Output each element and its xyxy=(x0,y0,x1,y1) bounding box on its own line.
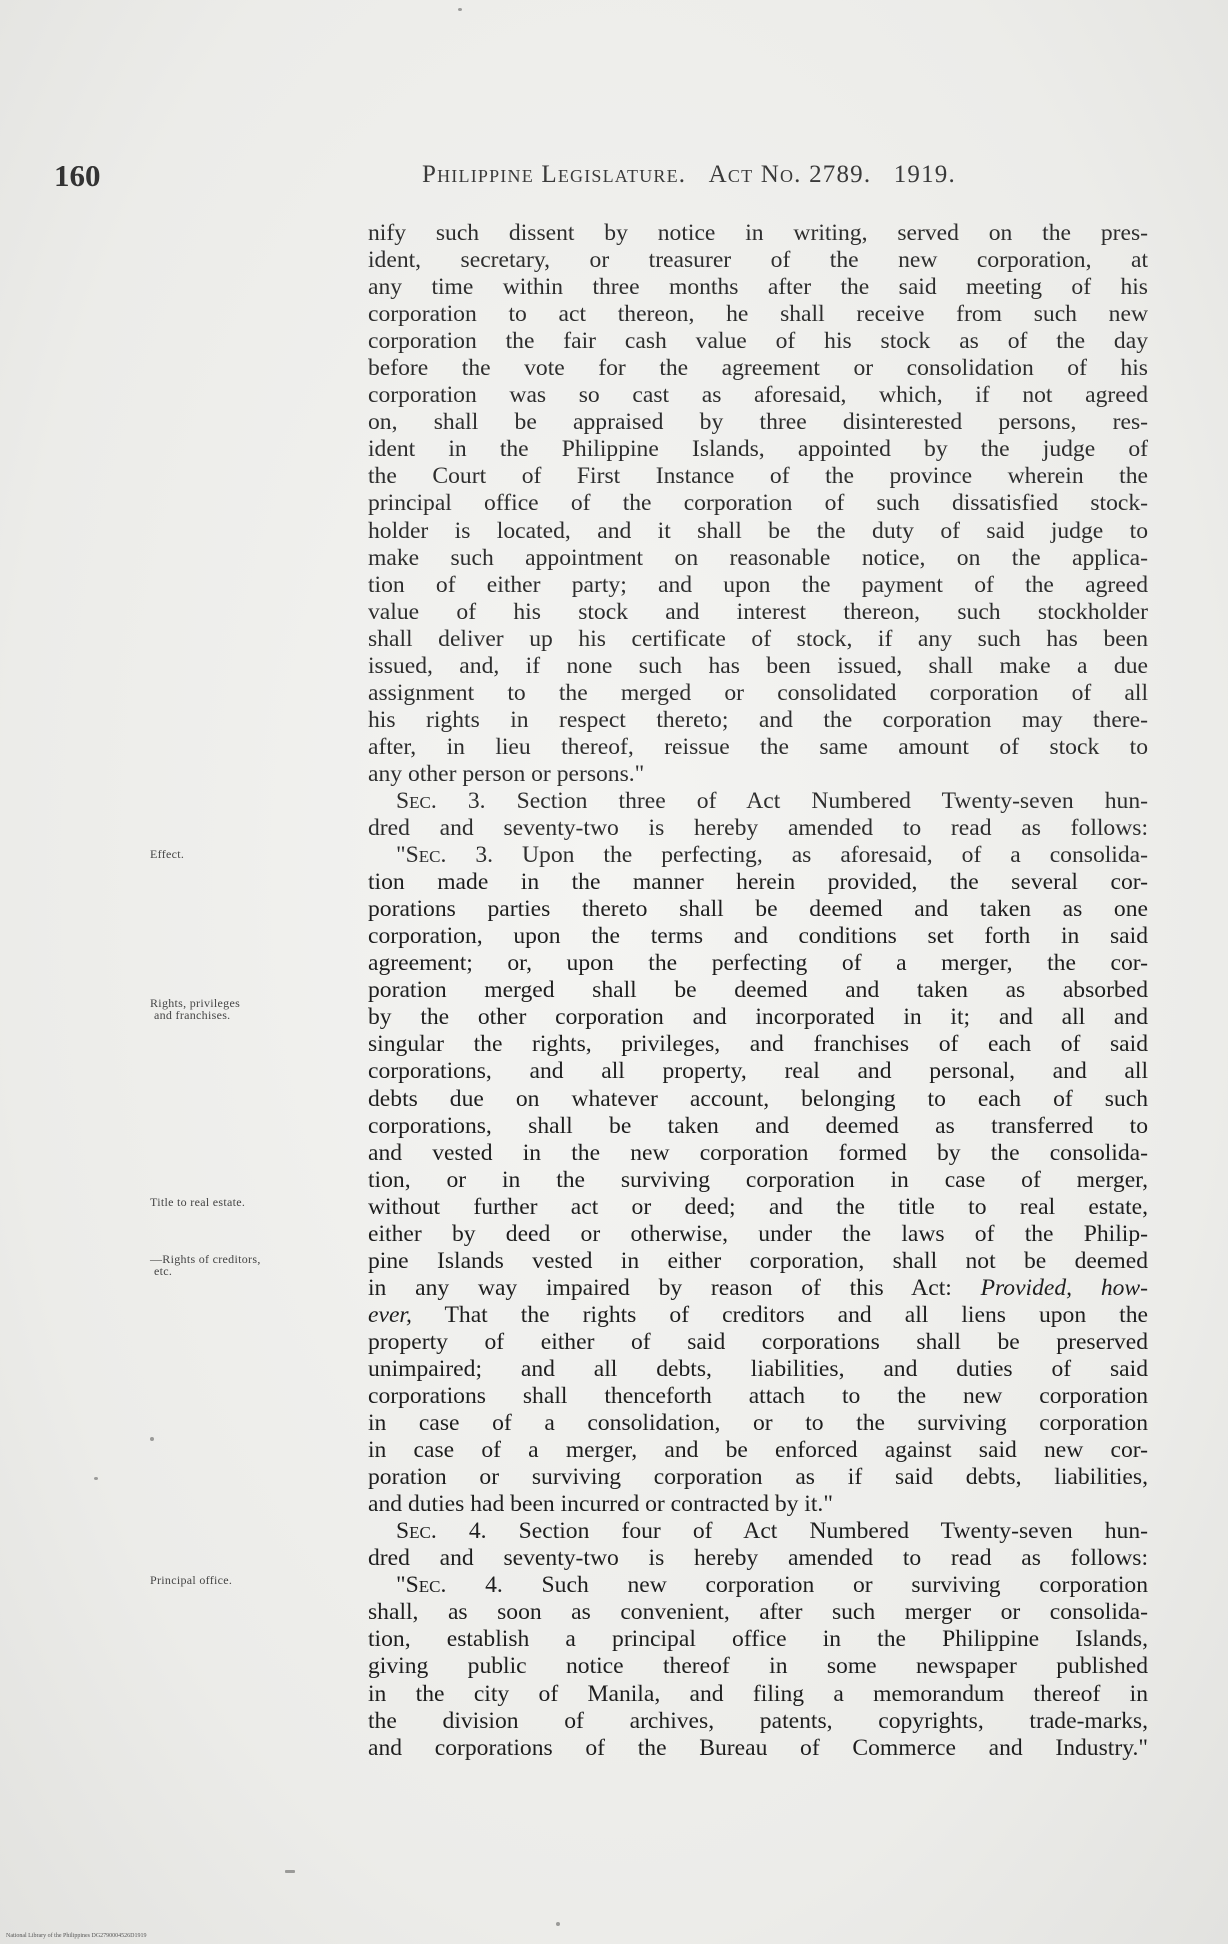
text-line: corporation to act thereon, he shall receive from such new xyxy=(368,301,1148,328)
margin-note-creditors xyxy=(150,1253,362,1277)
text-line: the Court of First Instance of the province wherein the xyxy=(368,463,1148,490)
text-line: in the city of Manila, and filing a memorandum thereof in xyxy=(368,1680,1148,1707)
margin-note-title-real-estate: Title to real estate. xyxy=(150,1195,246,1209)
text-line: dred and seventy-two is hereby amended to read as follows: xyxy=(368,1545,1148,1572)
text-line: giving public notice thereof in some newspaper published xyxy=(368,1653,1148,1680)
text-line: issued, and, if none such has been issued, shall make a due xyxy=(368,652,1148,679)
paragraph-sec3-creditors xyxy=(368,1329,1148,1518)
body-text xyxy=(368,220,1148,1762)
text-line: Sec. 3. Section three of Act Numbered Twenty-seven hun- xyxy=(396,787,1148,814)
paragraph-sec2-continuation xyxy=(368,220,1148,788)
text-line: ever, That the rights of creditors and all liens upon the xyxy=(368,1301,1148,1328)
text-line: ident, secretary, or treasurer of the new corporation, at xyxy=(368,247,1148,274)
text-line: without further act or deed; and the title to real estate, xyxy=(368,1193,1148,1220)
text-line: tion, or in the surviving corporation in case of merger, xyxy=(368,1166,1148,1193)
text-line: unimpaired; and all debts, liabilities, and duties of said xyxy=(368,1355,1148,1382)
text-line: holder is located, and it shall be the duty of said judge to xyxy=(368,517,1148,544)
text-line: and vested in the new corporation formed by the consolida- xyxy=(368,1139,1148,1166)
text-line: and duties had been incurred or contracted by it." xyxy=(368,1491,833,1518)
text-line: shall, as soon as convenient, after such merger or consolida- xyxy=(368,1599,1148,1626)
section-label: Sec. 3. xyxy=(396,787,486,814)
text-line: in any way impaired by reason of this Act: Provided, how- xyxy=(368,1274,1149,1301)
text-line: by the other corporation and incorporated in it; and all and xyxy=(368,1004,1148,1031)
text-line: singular the rights, privileges, and franchises of each of said xyxy=(368,1031,1148,1058)
text-line: tion of either party; and upon the payment of the agreed xyxy=(368,571,1148,598)
print-speck xyxy=(285,1870,295,1873)
margin-note-creditors-line-2: etc. xyxy=(154,1264,173,1278)
running-head xyxy=(422,161,956,189)
section-label: Sec. 4. xyxy=(405,1572,503,1599)
text-line: poration or surviving corporation as if said debts, liabilities, xyxy=(368,1464,1148,1491)
text-line: "Sec. 4. Such new corporation or surviving corporation xyxy=(396,1572,1148,1599)
text-line: corporations, and all property, real and personal, and all xyxy=(368,1058,1148,1085)
margin-note-effect: Effect. xyxy=(150,847,185,861)
text-line: corporation the fair cash value of his stock as of the day xyxy=(368,328,1148,355)
text-line: make such appointment on reasonable notice, on the applica- xyxy=(368,544,1148,571)
text-line: dred and seventy-two is hereby amended to read as follows: xyxy=(368,815,1148,842)
text-line: property of either of said corporations shall be preserved xyxy=(368,1328,1148,1355)
running-title: Philippine Legislature. xyxy=(422,161,687,188)
text-line: on, shall be appraised by three disinterested persons, res- xyxy=(368,409,1148,436)
text-line: principal office of the corporation of such dissatisfied stock- xyxy=(368,490,1148,517)
print-speck xyxy=(458,8,462,11)
text-line: value of his stock and interest thereon, such stockholder xyxy=(368,598,1148,625)
print-speck xyxy=(150,1437,154,1441)
act-number: Act No. 2789. xyxy=(708,161,872,188)
text-line: corporation, upon the terms and conditions set forth in said xyxy=(368,923,1148,950)
page-header xyxy=(0,158,1228,198)
margin-note-rights xyxy=(150,997,362,1021)
margin-note-rights-line-2: and franchises. xyxy=(154,1008,231,1022)
text-line: his rights in respect thereto; and the corporation may there- xyxy=(368,706,1148,733)
text-line: ident in the Philippine Islands, appointed by the judge of xyxy=(368,436,1148,463)
print-speck xyxy=(556,1922,560,1926)
text-line: tion made in the manner herein provided, the several cor- xyxy=(368,869,1148,896)
section-label: Sec. 3. xyxy=(405,842,494,869)
text-line: before the vote for the agreement or consolidation of his xyxy=(368,355,1148,382)
text-line: and corporations of the Bureau of Commerce and Industry." xyxy=(368,1734,1148,1761)
text-line: in case of a consolidation, or to the surviving corporation xyxy=(368,1410,1148,1437)
text-line: corporation was so cast as aforesaid, which, if not agreed xyxy=(368,382,1148,409)
text-line: in case of a merger, and be enforced against said new cor- xyxy=(368,1437,1148,1464)
text-line: assignment to the merged or consolidated corporation of all xyxy=(368,679,1148,706)
text-line: tion, establish a principal office in the Philippine Islands, xyxy=(368,1626,1148,1653)
text-line: any time within three months after the said meeting of his xyxy=(368,274,1148,301)
scan-credit: National Library of the Philippines DG2790004526D1919 xyxy=(6,1933,147,1939)
print-speck xyxy=(94,1477,98,1480)
text-line: corporations, shall be taken and deemed as transferred to xyxy=(368,1112,1148,1139)
paragraph-sec4-principal-office xyxy=(368,1599,1148,1761)
text-line: debts due on whatever account, belonging to each of such xyxy=(368,1085,1148,1112)
text-line: after, in lieu thereof, reissue the same amount of stock to xyxy=(368,733,1148,760)
proviso-italic: ever, xyxy=(368,1301,412,1328)
proviso-italic: Provided, how- xyxy=(980,1274,1149,1301)
margin-note-creditors-line-1: —Rights of creditors, xyxy=(150,1252,261,1266)
text-line: nify such dissent by notice in writing, served on the pres- xyxy=(368,220,1148,246)
text-line: "Sec. 3. Upon the perfecting, as aforesaid, of a consolida- xyxy=(396,842,1148,869)
text-line: shall deliver up his certificate of stock, if any such has been xyxy=(368,625,1148,652)
act-year: 1919. xyxy=(893,161,956,188)
text-line: corporations shall thenceforth attach to the new corporation xyxy=(368,1383,1148,1410)
section-label: Sec. 4. xyxy=(396,1518,487,1545)
text-line: pine Islands vested in either corporation, shall not be deemed xyxy=(368,1247,1148,1274)
text-line: any other person or persons." xyxy=(368,760,645,787)
page-number: 160 xyxy=(54,158,101,193)
text-line: porations parties thereto shall be deemed and taken as one xyxy=(368,896,1148,923)
margin-note-principal-office: Principal office. xyxy=(150,1573,233,1587)
text-line: the division of archives, patents, copyrights, trade-marks, xyxy=(368,1707,1148,1734)
text-line: poration merged shall be deemed and taken as absorbed xyxy=(368,977,1148,1004)
margin-note-rights-line-1: Rights, privileges xyxy=(150,996,241,1010)
text-line: agreement; or, upon the perfecting of a merger, the cor- xyxy=(368,950,1148,977)
paragraph-sec3-effect xyxy=(368,869,1148,1275)
text-line: Sec. 4. Section four of Act Numbered Twenty-seven hun- xyxy=(396,1518,1149,1545)
text-line: either by deed or otherwise, under the laws of the Philip- xyxy=(368,1220,1148,1247)
